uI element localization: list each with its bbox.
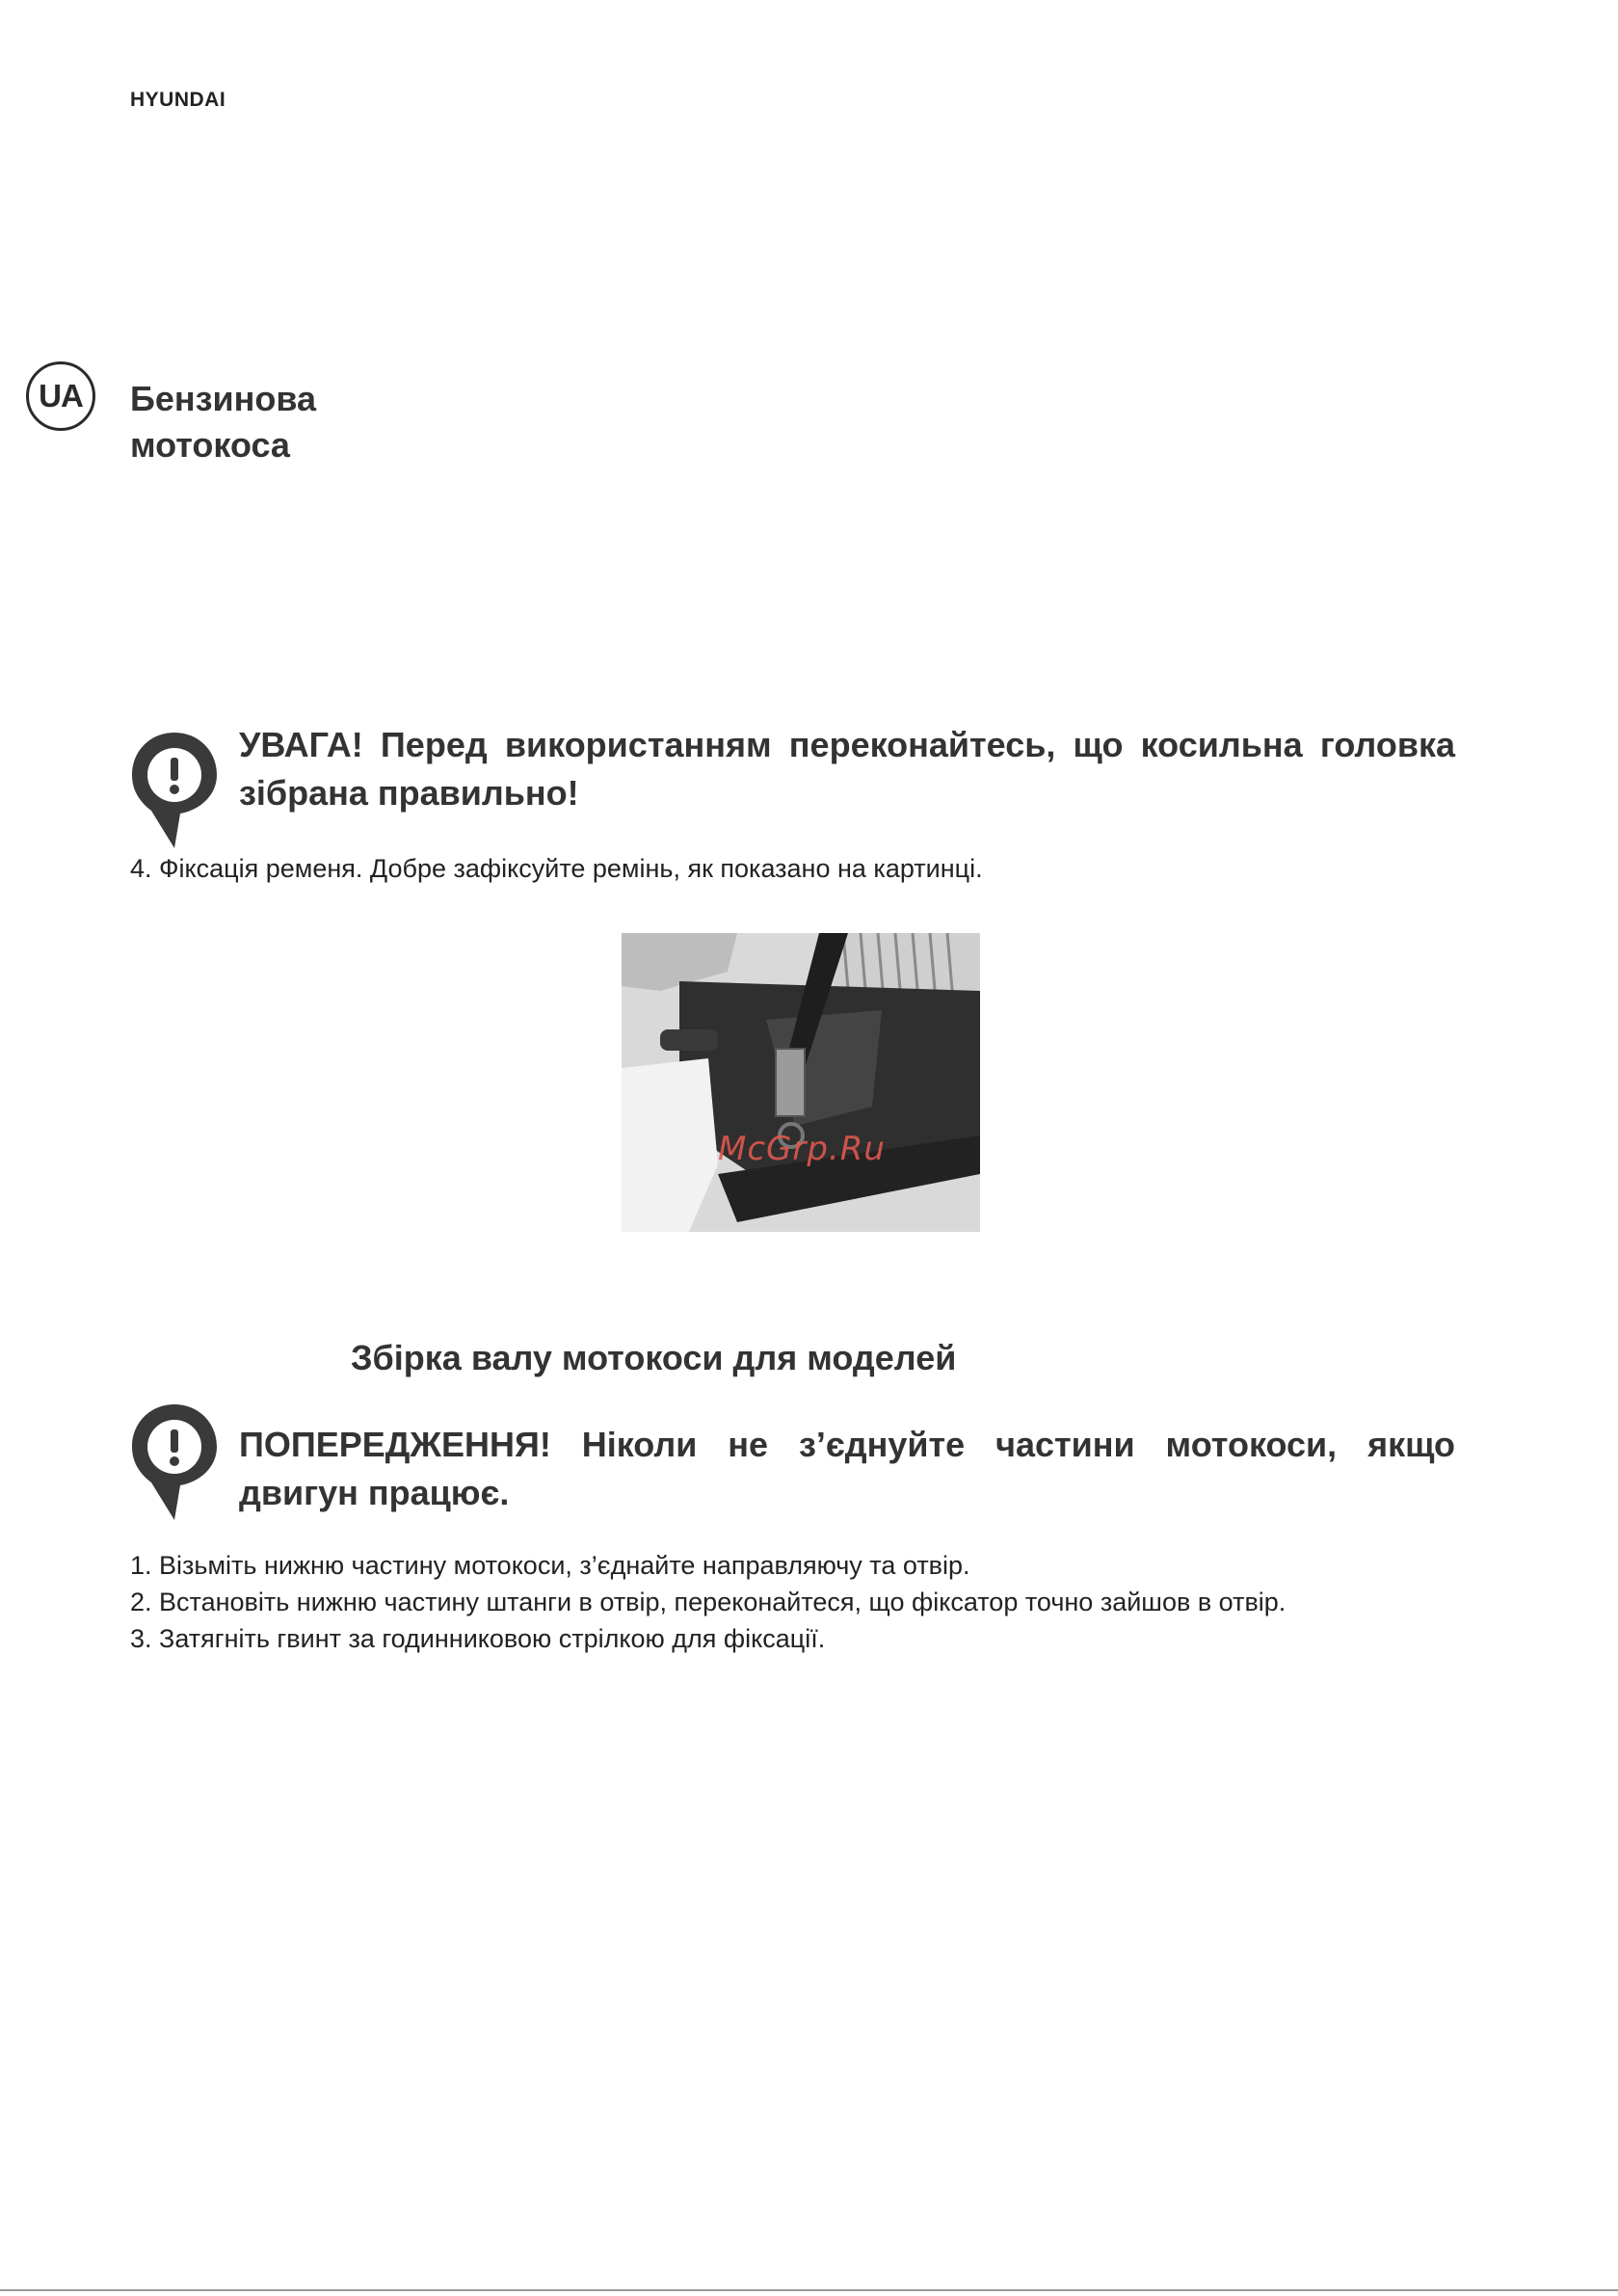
steps-list xyxy=(130,1547,1455,1657)
step-item: 3. Затягніть гвинт за годинниковою стрілкою для фіксації. xyxy=(130,1624,826,1653)
alert-pin-icon xyxy=(130,731,219,850)
strap-photo-illustration xyxy=(622,933,980,1232)
brand-header: HYUNDAI xyxy=(130,89,226,111)
watermark-text: McGrp.Ru xyxy=(718,1130,886,1168)
document-title-line2: мотокоса xyxy=(130,425,290,465)
alert-pin-icon xyxy=(130,1402,219,1522)
section-title: Збірка валу мотокоси для моделей xyxy=(351,1338,957,1377)
footer-divider xyxy=(0,2289,1618,2291)
document-title xyxy=(130,376,516,468)
document-title-line1: Бензинова xyxy=(130,379,317,418)
step-4-text: 4. Фіксація ременя. Добре зафіксуйте ремінь, як показано на картинці. xyxy=(130,854,983,883)
step-item: 2. Встановіть нижню частину штанги в отвір, переконайтеся, що фіксатор точно зайшов в отвір. xyxy=(130,1588,1286,1616)
language-badge: UA xyxy=(26,361,95,431)
warning-text-1: УВАГА! Перед використанням переконайтесь, що косильна головка зібрана правильно! xyxy=(239,725,1455,813)
strap-photo xyxy=(622,933,980,1232)
step-item: 1. Візьміть нижню частину мотокоси, з’єднайте направляючу та отвір. xyxy=(130,1551,970,1580)
warning-text-2: ПОПЕРЕДЖЕННЯ! Ніколи не з’єднуйте частини мотокоси, якщо двигун працює. xyxy=(239,1425,1455,1512)
